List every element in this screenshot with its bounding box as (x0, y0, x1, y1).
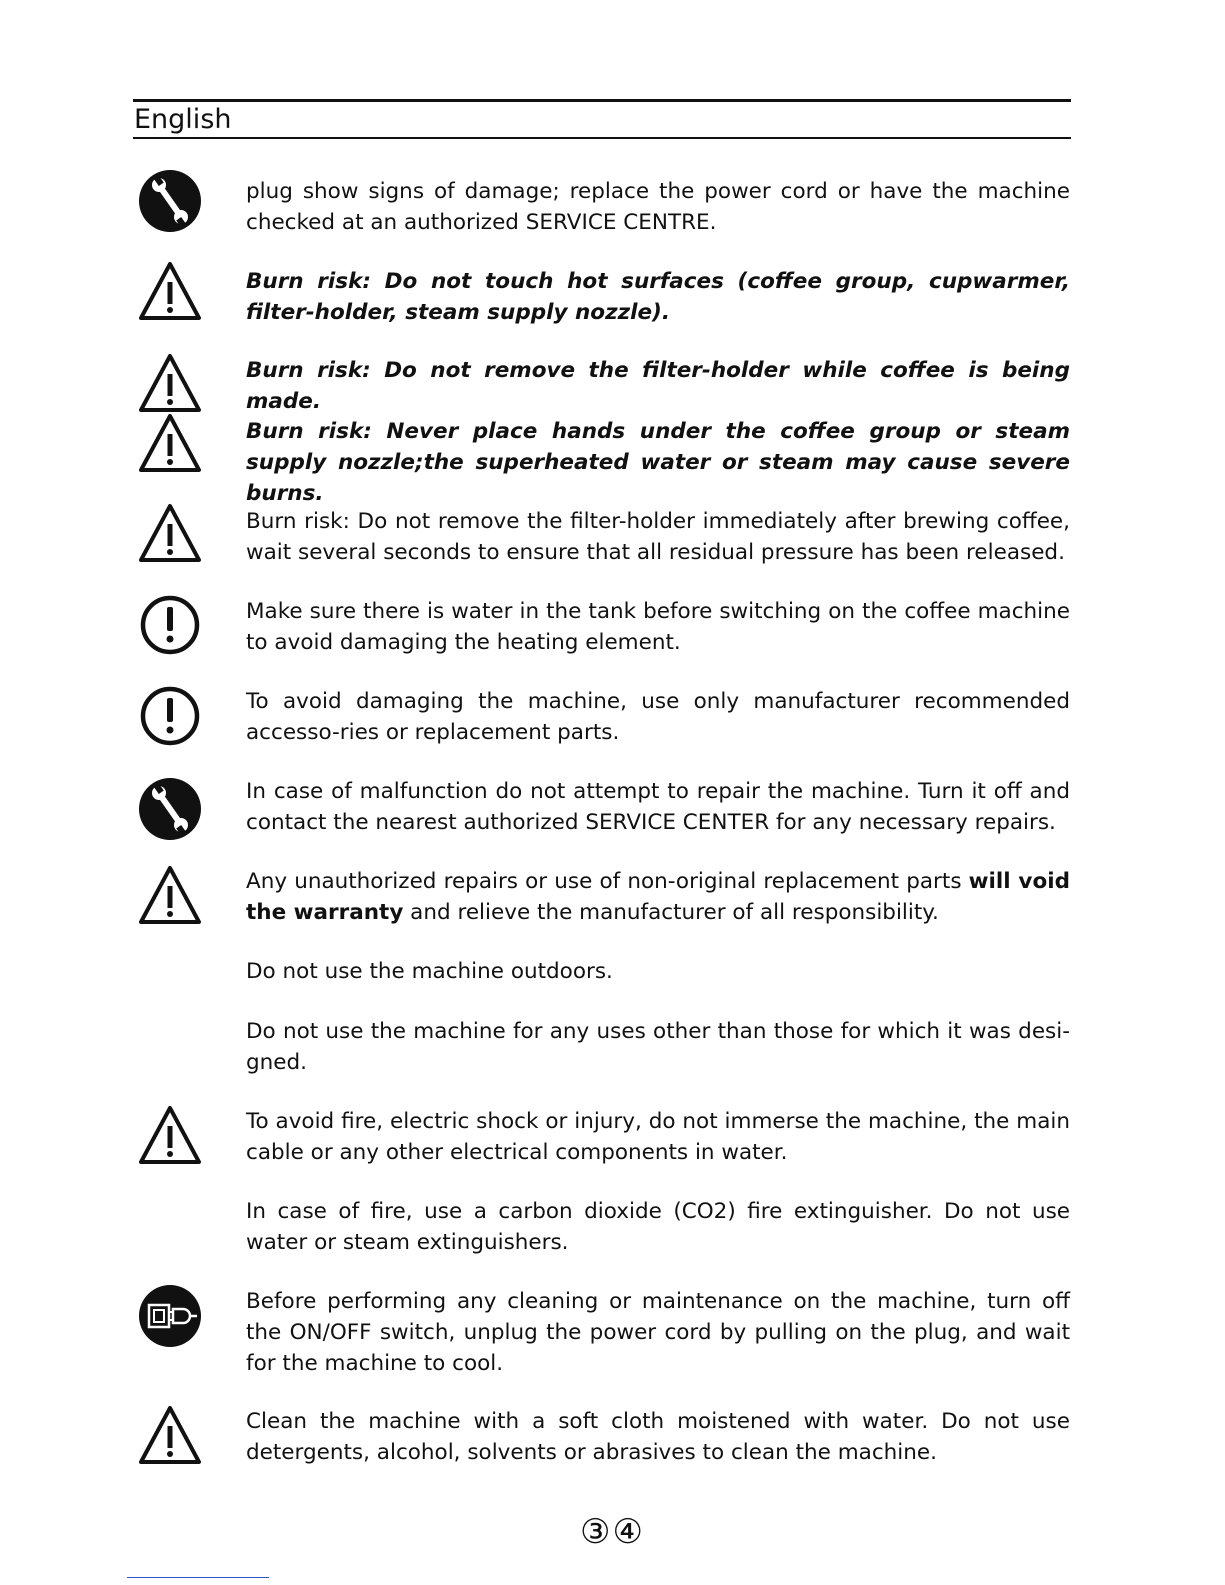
safety-item-10: Do not use the machine outdoors. (246, 959, 613, 984)
warning-triangle-icon (137, 1402, 203, 1468)
safety-item-15: Clean the machine with a soft cloth moistened with water. Do not use detergents, alcohol, solvents or abrasives to clean the machine. (246, 1409, 1070, 1465)
language-label: English (134, 104, 232, 135)
header-rule-top (133, 99, 1071, 102)
safety-item-6: Make sure there is water in the tank before switching on the coffee machine to avoid damaging the heating element. (246, 599, 1070, 655)
safety-item-8: In case of malfunction do not attempt to repair the machine. Turn it off and contact the nearest authorized SERVICE CENTER for any necessary repairs. (246, 779, 1070, 835)
page-number: ③④ (580, 1512, 645, 1552)
wrench-icon (137, 168, 203, 234)
warning-triangle-icon (137, 410, 203, 476)
safety-item-9 (246, 866, 1070, 928)
safety-item-13: In case of fire, use a carbon dioxide (CO2) fire extinguisher. Do not use water or steam extinguishers. (246, 1199, 1070, 1255)
warranty-text-bold: will void the warranty (246, 869, 1070, 925)
safety-item-11: Do not use the machine for any uses other than those for which it was desi-gned. (246, 1019, 1070, 1075)
safety-item-1: plug show signs of damage; replace the power cord or have the machine checked at an authorized SERVICE CENTRE. (246, 179, 1070, 235)
attention-circle-icon (137, 592, 203, 658)
safety-item-4: Burn risk: Never place hands under the coffee group or steam supply nozzle;the superheated water or steam may cause severe burns. (246, 419, 1070, 506)
safety-item-5: Burn risk: Do not remove the filter-holder immediately after brewing coffee, wait several seconds to ensure that all residual pressure has been released. (246, 509, 1070, 565)
safety-item-3: Burn risk: Do not remove the filter-holder while coffee is being made. (246, 358, 1070, 414)
safety-item-2: Burn risk: Do not touch hot surfaces (coffee group, cupwarmer, filter-holder, steam supply nozzle). (246, 269, 1070, 325)
warning-triangle-icon (137, 862, 203, 928)
warning-triangle-icon (137, 350, 203, 416)
footer-link-line (127, 1577, 269, 1578)
warranty-text-before: Any unauthorized repairs or use of non-original replacement parts (246, 869, 969, 894)
warning-triangle-icon (137, 258, 203, 324)
attention-circle-icon (137, 683, 203, 749)
header-rule-bottom (133, 137, 1071, 139)
warning-triangle-icon (137, 1102, 203, 1168)
warranty-text-after: and relieve the manufacturer of all responsibility. (403, 900, 939, 925)
unplug-icon (137, 1283, 203, 1349)
warning-triangle-icon (137, 500, 203, 566)
safety-item-14: Before performing any cleaning or maintenance on the machine, turn off the ON/OFF switch, unplug the power cord by pulling on the plug, and wait for the machine to cool. (246, 1289, 1070, 1376)
safety-item-7: To avoid damaging the machine, use only manufacturer recommended accesso-ries or replacement parts. (246, 689, 1070, 745)
safety-item-12: To avoid fire, electric shock or injury, do not immerse the machine, the main cable or any other electrical components in water. (246, 1109, 1070, 1165)
wrench-icon (137, 776, 203, 842)
